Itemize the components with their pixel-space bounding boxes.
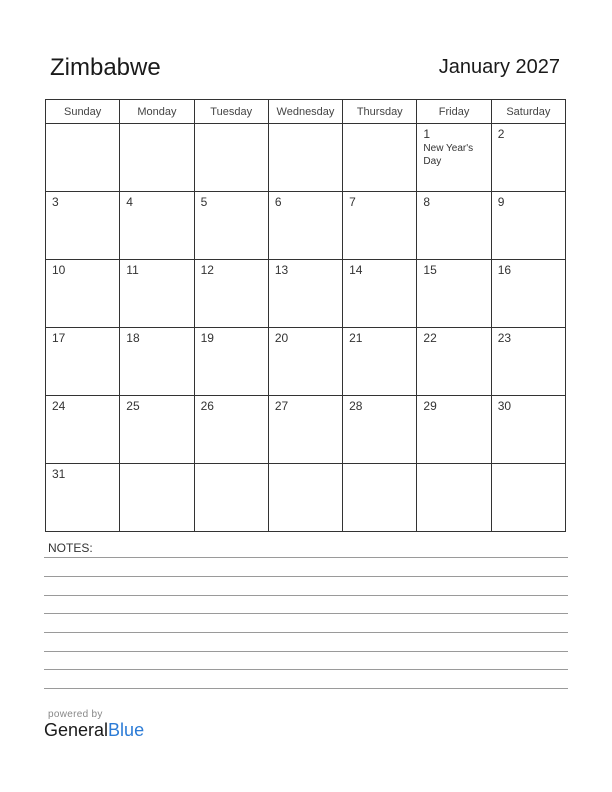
weekday-header: Thursday	[343, 100, 417, 124]
week-row	[46, 124, 566, 192]
powered-by-text: powered by	[48, 709, 103, 720]
day-number: 3	[52, 195, 59, 209]
day-cell	[268, 192, 342, 260]
day-cell	[417, 192, 491, 260]
day-cell	[120, 192, 194, 260]
day-cell	[268, 464, 342, 532]
note-line	[44, 632, 568, 633]
week-row	[46, 260, 566, 328]
brand-general: General	[44, 720, 109, 740]
day-number: 17	[52, 331, 66, 345]
day-cell	[194, 260, 268, 328]
weekday-header: Saturday	[491, 100, 565, 124]
note-line	[44, 557, 568, 558]
day-cell	[120, 464, 194, 532]
day-number: 16	[497, 263, 512, 277]
day-number: 18	[126, 331, 140, 345]
day-number: 12	[200, 263, 214, 277]
day-cell	[417, 124, 491, 192]
country-title: Zimbabwe	[50, 54, 161, 81]
day-number: 4	[126, 195, 133, 209]
day-cell	[268, 328, 342, 396]
brand-blue: Blue	[108, 720, 145, 740]
week-row	[46, 192, 566, 260]
day-cell	[268, 396, 342, 464]
day-cell	[194, 396, 268, 464]
weekday-header: Monday	[120, 100, 194, 124]
generalblue-logo	[44, 720, 144, 741]
day-cell	[417, 396, 491, 464]
day-number: 2	[497, 127, 505, 141]
day-cell	[417, 464, 491, 532]
day-number: 29	[423, 399, 437, 413]
month-year-title: January 2027	[438, 56, 560, 78]
day-number: 7	[349, 195, 356, 209]
week-row	[46, 464, 566, 532]
note-line	[44, 613, 568, 614]
weekday-header: Friday	[417, 100, 491, 124]
calendar-grid	[45, 99, 566, 532]
day-cell	[417, 260, 491, 328]
day-cell	[46, 396, 120, 464]
notes-label: NOTES:	[48, 541, 93, 555]
note-line	[44, 688, 568, 689]
day-number: 20	[274, 331, 289, 345]
day-cell	[194, 464, 268, 532]
weekday-header: Sunday	[46, 100, 120, 124]
day-cell	[120, 328, 194, 396]
note-line	[44, 651, 568, 652]
holiday-label: New Year's Day	[423, 143, 474, 167]
day-number: 6	[274, 195, 282, 209]
day-cell	[46, 192, 120, 260]
day-cell	[120, 124, 194, 192]
weekday-header-row	[46, 100, 566, 124]
day-cell	[120, 260, 194, 328]
day-number: 30	[497, 399, 512, 413]
day-number: 31	[52, 467, 66, 481]
day-number: 21	[349, 331, 363, 345]
day-number: 13	[274, 263, 289, 277]
day-cell	[491, 464, 565, 532]
day-cell	[491, 328, 565, 396]
day-cell	[46, 464, 120, 532]
day-cell	[491, 396, 565, 464]
note-line	[44, 576, 568, 577]
day-number: 11	[126, 263, 139, 277]
day-number: 15	[423, 263, 437, 277]
week-row	[46, 328, 566, 396]
day-number: 25	[126, 399, 140, 413]
day-number: 28	[349, 399, 363, 413]
day-number: 10	[52, 263, 66, 277]
weekday-header: Tuesday	[194, 100, 268, 124]
day-number: 27	[274, 399, 289, 413]
day-number: 22	[423, 331, 437, 345]
day-cell	[343, 260, 417, 328]
day-cell	[343, 192, 417, 260]
day-number: 5	[200, 195, 208, 209]
day-cell	[194, 328, 268, 396]
day-number: 26	[200, 399, 214, 413]
note-line	[44, 595, 568, 596]
day-cell	[343, 396, 417, 464]
day-cell	[120, 396, 194, 464]
day-number: 8	[423, 195, 431, 209]
day-cell	[417, 328, 491, 396]
day-cell	[343, 464, 417, 532]
day-cell	[343, 328, 417, 396]
day-cell	[268, 260, 342, 328]
day-cell	[46, 124, 120, 192]
weekday-header: Wednesday	[268, 100, 342, 124]
day-cell	[343, 124, 417, 192]
day-cell	[491, 260, 565, 328]
day-cell	[491, 192, 565, 260]
day-number: 23	[497, 331, 512, 345]
day-cell	[194, 124, 268, 192]
day-number: 14	[349, 263, 363, 277]
day-cell	[46, 260, 120, 328]
day-cell	[268, 124, 342, 192]
week-row	[46, 396, 566, 464]
day-number: 9	[497, 195, 505, 209]
day-number: 24	[52, 399, 66, 413]
note-line	[44, 669, 568, 670]
day-number: 19	[200, 331, 214, 345]
day-number: 1	[423, 127, 431, 141]
day-cell	[194, 192, 268, 260]
day-cell	[46, 328, 120, 396]
day-cell	[491, 124, 565, 192]
